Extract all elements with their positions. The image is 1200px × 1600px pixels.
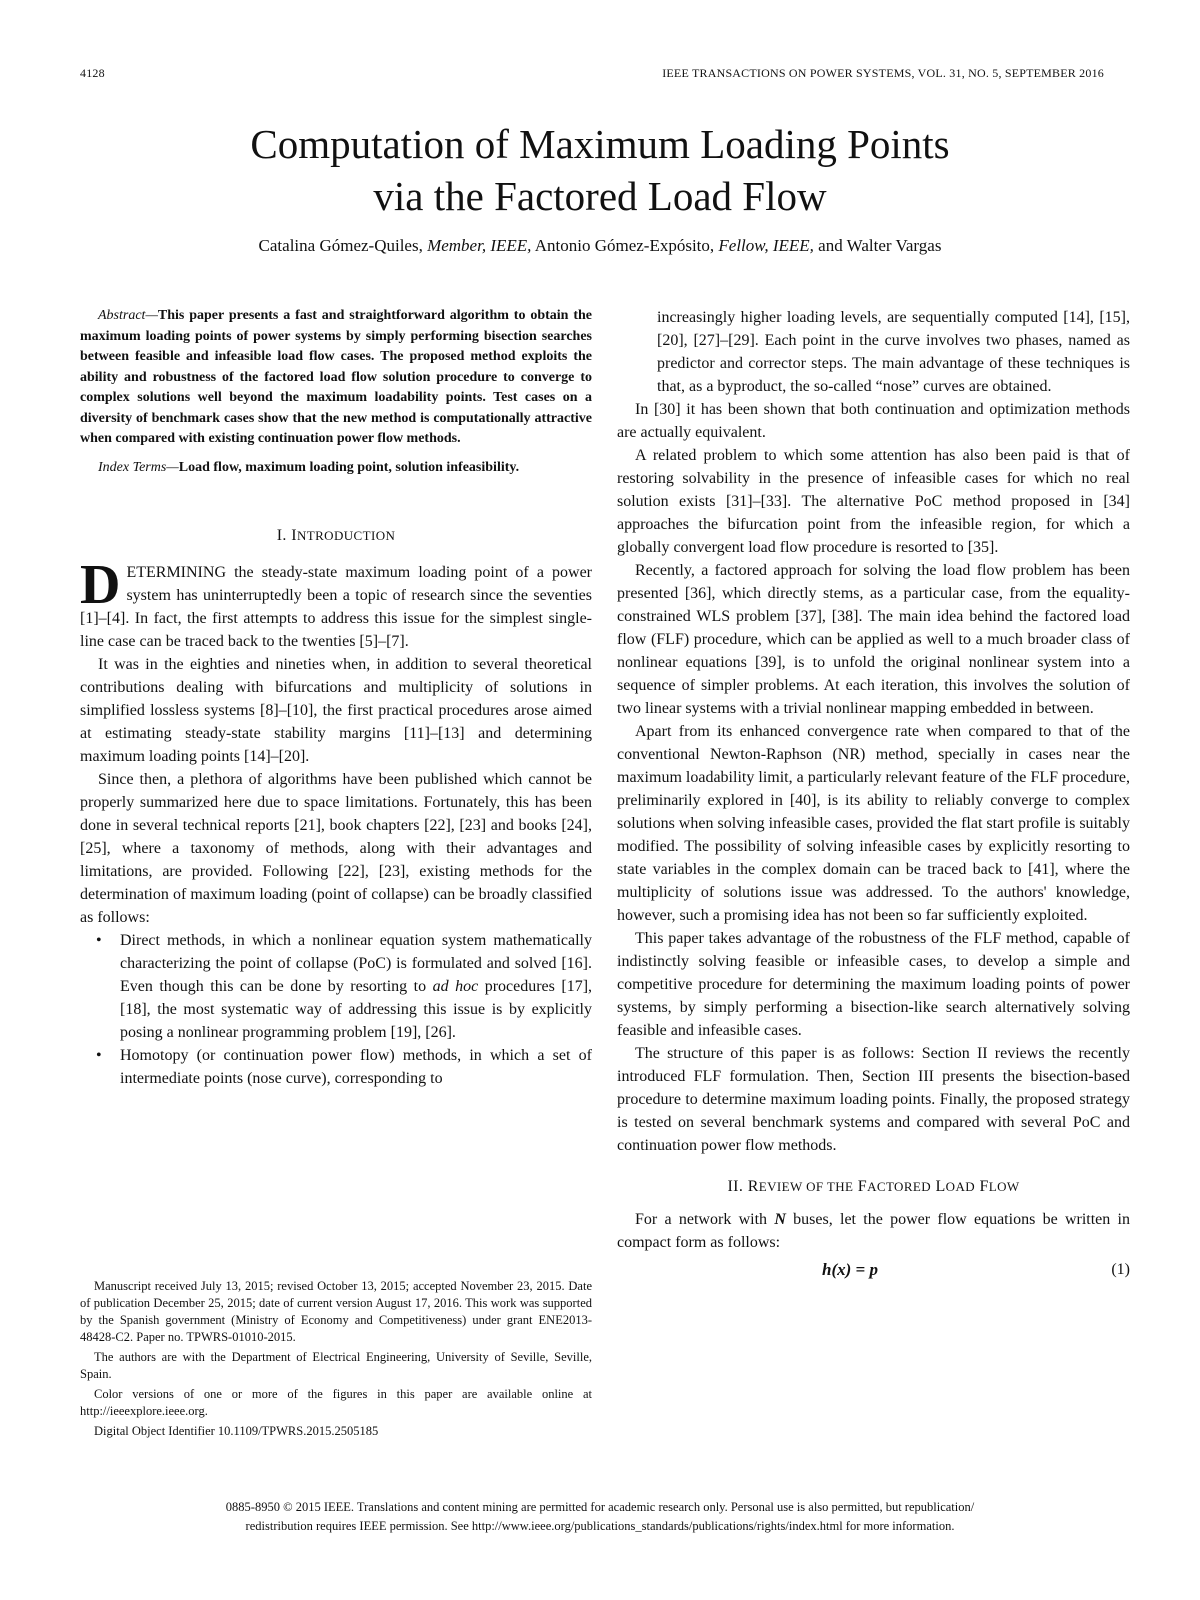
section-heading-introduction: I. INTRODUCTION — [276, 527, 396, 544]
abstract-text: This paper presents a fast and straightforward algorithm to obtain the maximum loading points of power systems by simply performing bisection searches between feasible and infeasible load flow cases. The proposed method exploits the ability and robustness of the factored load flow solution procedure to converge to complex solutions well beyond the maximum loadability points. Test cases on a diversity of benchmark cases show that the new method is computationally attractive when compared with existing continuation power flow methods. — [80, 308, 592, 446]
copyright-line-2: redistribution requires IEEE permission. See http://www.ieee.org/publications_standards/publications/rights/index.html for more information. — [245, 1519, 955, 1533]
paragraph-equivalence: In [30] it has been shown that both continuation and optimization methods are actually equivalent. — [617, 401, 1130, 441]
list-item-direct-methods: • Direct methods, in which a nonlinear equation system mathematically characterizing the point of collapse (PoC) is formulated and solved [16]. Even though this can be done by resorting to ad hoc procedures [17], [18], the most systematic way of addressing this issue is by explicitly posing a nonlinear programming problem [19], [26]. — [96, 932, 593, 1041]
abstract-label: Abstract— — [98, 308, 158, 323]
method-list — [80, 929, 592, 1090]
author-2-role: Fellow, IEEE, — [718, 236, 814, 255]
copyright-notice — [80, 1498, 1120, 1536]
index-terms — [80, 458, 592, 479]
list-item-homotopy-methods: • Homotopy (or continuation power flow) methods, in which a set of intermediate points (nose curve), corresponding to — [96, 1047, 592, 1087]
copyright-line-1: 0885-8950 © 2015 IEEE. Translations and content mining are permitted for academic research only. Personal use is also permitted, but republication/ — [225, 1500, 975, 1514]
left-column — [80, 306, 592, 1090]
paragraph-network: For a network with N buses, let the power flow equations be written in compact form as follows: — [617, 1211, 1131, 1251]
footnote-manuscript: Manuscript received July 13, 2015; revised October 13, 2015; accepted November 23, 2015. Date of publication December 25, 2015; date of current version August 17, 2016. This work was supported by the Spanish government (Ministry of Economy and Competitiveness) under grant ENE2013-48428-C2. Paper no. TPWRS-01010-2015. — [80, 1279, 592, 1344]
equation-number: (1) — [1111, 1261, 1130, 1278]
abstract — [80, 306, 592, 450]
paragraph-infeasible: A related problem to which some attention has also been paid is that of restoring solvability in the presence of infeasible cases for which no real solution exists [31]–[33]. The alternative PoC method proposed in [34] approaches the bifurcation point from the infeasible region, for which a globally convergent load flow procedure is resorted to [35]. — [617, 447, 1130, 556]
intro-paragraph-3: Since then, a plethora of algorithms have been published which cannot be properly summarized here due to space limitations. Fortunately, this has been done in several technical reports [21], book chapters [22], [23] and books [24], [25], where a taxonomy of methods, along with their advantages and limitations, are provided. Following [22], [23], existing methods for the determination of maximum loading (point of collapse) can be broadly classified as follows: — [80, 771, 592, 926]
author-3: and Walter Vargas — [818, 236, 942, 255]
paragraph-contribution: This paper takes advantage of the robustness of the FLF method, capable of indistinctly solving feasible or infeasible cases, to develop a simple and competitive procedure for determining the maximum loading points of power systems, by simply performing a bisection-like search alternatively solving feasible and infeasible cases. — [617, 930, 1130, 1039]
paragraph-structure: The structure of this paper is as follows: Section II reviews the recently introduced FLF formulation. Then, Section III presents the bisection-based procedure to determine maximum loading points. Finally, the proposed strategy is tested on several benchmark systems and compared with several PoC and continuation power flow methods. — [617, 1045, 1130, 1154]
paragraph-convergence: Apart from its enhanced convergence rate when compared to that of the conventional Newton-Raphson (NR) method, specially in cases near the maximum loadability limit, a particularly relevant feature of the FLF procedure, preliminarily explored in [40], is its ability to reliably converge to complex solutions when solving infeasible cases, provided the flat start profile is suitably modified. The possibility of solving infeasible cases by explicitly resorting to state variables in the complex domain can be traced back to [41], where the multiplicity of solutions issue was addressed. To the authors' knowledge, however, such a promising idea has not been so far sufficiently exploited. — [617, 723, 1130, 924]
journal-header: IEEE TRANSACTIONS ON POWER SYSTEMS, VOL. 31, NO. 5, SEPTEMBER 2016 — [662, 66, 1104, 80]
author-1: Catalina Gómez-Quiles, — [258, 236, 423, 255]
index-terms-text: Load flow, maximum loading point, solution infeasibility. — [178, 459, 520, 475]
footnotes — [80, 1278, 592, 1443]
title-line-1: Computation of Maximum Loading Points — [250, 121, 950, 167]
author-2: Antonio Gómez-Expósito, — [534, 236, 715, 255]
equation-expression: h(x) = p — [822, 1260, 878, 1279]
list-item-continuation: increasingly higher loading levels, are sequentially computed [14], [15], [20], [27]–[29]. Each point in the curve involves two phases, named as predictor and corrector steps. The main advantage of these techniques is that, as a byproduct, the so-called “nose” curves are obtained. — [657, 309, 1130, 395]
intro-paragraph-2: It was in the eighties and nineties when, in addition to several theoretical contributions dealing with bifurcations and multiplicity of solutions in simplified lossless systems [8]–[10], the first practical procedures arose aimed at estimating steady-state stability margins [11]–[13] and determining maximum loading points [14]–[20]. — [80, 656, 592, 765]
page-number: 4128 — [80, 66, 105, 80]
footnote-color: Color versions of one or more of the figures in this paper are available online at http://ieeexplore.ieee.org. — [80, 1387, 592, 1418]
footnote-doi: Digital Object Identifier 10.1109/TPWRS.2015.2505185 — [94, 1424, 379, 1438]
right-column — [617, 306, 1130, 1286]
paragraph-factored: Recently, a factored approach for solving the load flow problem has been presented [36], which directly stems, as a particular case, from the equality-constrained WLS problem [37], [38]. The main idea behind the factored load flow (FLF) procedure, which can be applied as well to a much broader class of nonlinear equations [39], is to unfold the original nonlinear system into a sequence of simpler problems. At each iteration, this involves the solution of two linear systems with a trivial nonlinear mapping embedded in between. — [617, 562, 1130, 717]
author-list — [100, 236, 1100, 256]
section-heading-review: II. REVIEW OF THE FACTORED LOAD FLOW — [727, 1178, 1020, 1195]
index-terms-label: Index Terms— — [98, 459, 179, 475]
title-line-2: via the Factored Load Flow — [373, 173, 827, 219]
equation-1 — [617, 1258, 1130, 1286]
drop-cap: D — [80, 554, 121, 616]
author-1-role: Member, IEEE, — [427, 236, 532, 255]
intro-paragraph-1: DETERMINING the steady-state maximum loading point of a power system has uninterruptedly been a topic of research since the seventies [1]–[4]. In fact, the first attempts to address this issue for the simplest single-line case can be traced back to the twenties [5]–[7]. — [80, 554, 592, 650]
paper-title — [100, 118, 1100, 222]
footnote-affiliation: The authors are with the Department of Electrical Engineering, University of Seville, Seville, Spain. — [80, 1350, 592, 1381]
